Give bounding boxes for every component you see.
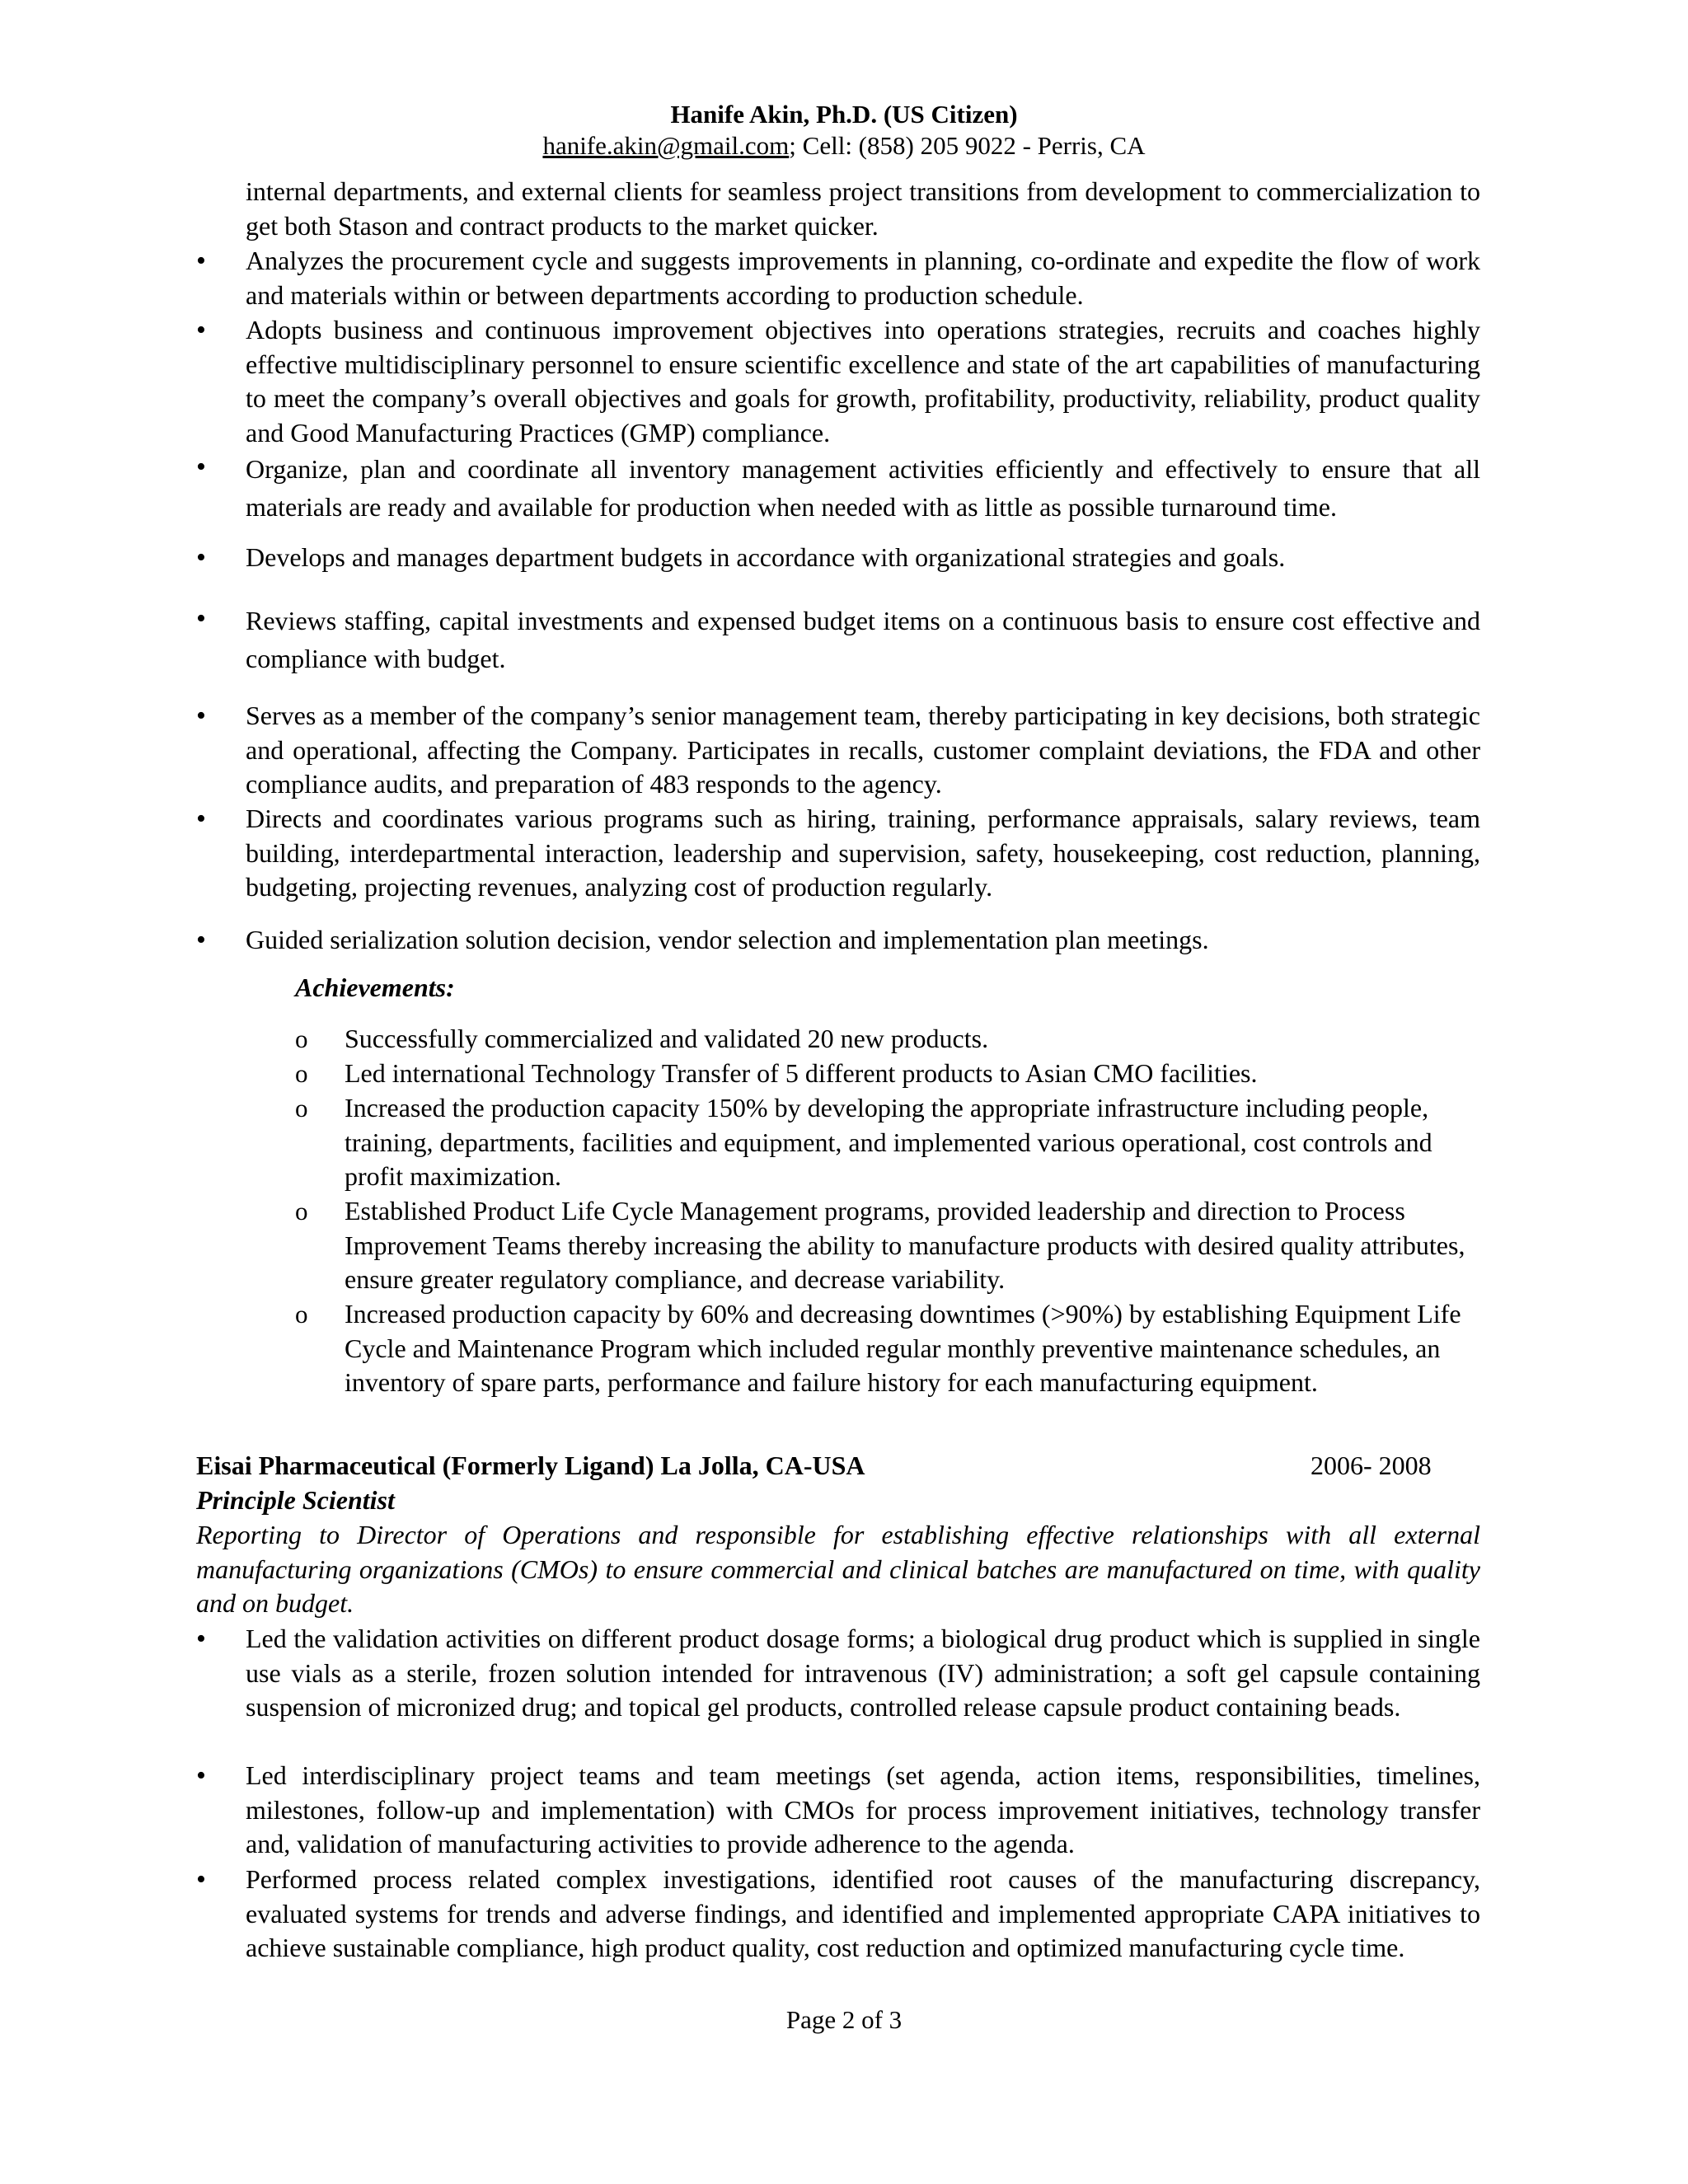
- bullet-marker: •: [196, 925, 206, 955]
- bullet-marker: •: [196, 1864, 206, 1895]
- sub-bullet-marker: o: [295, 1300, 308, 1329]
- resume-name: Hanife Akin, Ph.D. (US Citizen): [670, 100, 1018, 129]
- bullet-marker: •: [196, 1624, 206, 1654]
- achievement-item-capacity-60: Increased production capacity by 60% and decreasing downtimes (>90%) by establishing Equipment Life Cycle and Maintenance Program which included regular monthly preventive maintenance schedules, an inventory of spare parts, performance and failure history for each manufacturing equipment.: [345, 1299, 1461, 1397]
- bullet-item-inventory: Organize, plan and coordinate all inventory management activities efficiently and effectively to ensure that all materials are ready and available for production when needed with as little as possible turnaround time.: [246, 454, 1480, 522]
- bullet-marker: •: [196, 804, 206, 834]
- bullet-marker: •: [196, 452, 206, 482]
- job-years: 2006- 2008: [1311, 1451, 1432, 1480]
- bullet-item-senior-management: Serves as a member of the company’s senior management team, thereby participating in key decisions, both strategic and operational, affecting the Company. Participates in recalls, customer complaint deviations, the FDA and other compliance audits, and preparation of 483 responds to the agency.: [246, 701, 1480, 799]
- bullet-marker: •: [196, 315, 206, 345]
- bullet-marker: •: [196, 603, 206, 634]
- bullet-item-validation: Led the validation activities on different product dosage forms; a biological drug product which is supplied in single use vials as a sterile, frozen solution intended for intravenous (IV) administration; a soft gel capsule containing suspension of micronized drug; and topical gel products, controlled release capsule product containing beads.: [246, 1624, 1480, 1722]
- achievements-heading: Achievements:: [295, 972, 455, 1002]
- job-summary: Reporting to Director of Operations and responsible for establishing effective relationships with all external manufacturing organizations (CMOs) to ensure commercial and clinical batches are manufactured on time, with quality and on budget.: [196, 1520, 1480, 1618]
- bullet-item-project-teams: Led interdisciplinary project teams and team meetings (set agenda, action items, responsibilities, timelines, milestones, follow-up and implementation) with CMOs for process improvement initiatives, technology transfer and, validation of manufacturing activities to provide adherence to the agenda.: [246, 1760, 1480, 1858]
- sub-bullet-marker: o: [295, 1024, 308, 1053]
- bullet-item-budgets: Develops and manages department budgets in accordance with organizational strategies and goals.: [246, 542, 1286, 572]
- company-name: Eisai Pharmaceutical (Formerly Ligand) La Jolla, CA-USA: [196, 1451, 865, 1480]
- email-link[interactable]: hanife.akin@gmail.com: [542, 131, 790, 160]
- bullet-item-procurement: Analyzes the procurement cycle and suggests improvements in planning, co-ordinate and expedite the flow of work and materials within or between departments according to production schedule.: [246, 246, 1480, 310]
- achievement-item-life-cycle: Established Product Life Cycle Management programs, provided leadership and direction to Process Improvement Teams thereby increasing the ability to manufacture products with desired quality attributes, ensure greater regulatory compliance, and decrease variability.: [345, 1196, 1465, 1294]
- bullet-item-improvement-objectives: Adopts business and continuous improvement objectives into operations strategies, recruits and coaches highly effective multidisciplinary personnel to ensure scientific excellence and state of the art capabilities of manufacturing to meet the company’s overall objectives and goals for growth, profitability, productivity, reliability, product quality and Good Manufacturing Practices (GMP) compliance.: [246, 315, 1480, 448]
- contact-details: ; Cell: (858) 205 9022 - Perris, CA: [789, 131, 1146, 160]
- bullet-marker: •: [196, 246, 206, 276]
- page-number: Page 2 of 3: [785, 2005, 903, 2034]
- sub-bullet-marker: o: [295, 1059, 308, 1088]
- sub-bullet-marker: o: [295, 1197, 308, 1226]
- achievement-item-commercialized: Successfully commercialized and validated 20 new products.: [345, 1024, 989, 1053]
- bullet-item-programs: Directs and coordinates various programs such as hiring, training, performance appraisals, salary reviews, team building, interdepartmental interaction, leadership and supervision, safety, housekeeping, cost reduction, planning, budgeting, projecting revenues, analyzing cost of production regularly.: [246, 804, 1480, 902]
- contact-line: [0, 130, 1688, 162]
- bullet-marker: •: [196, 1760, 206, 1791]
- bullet-item-investigations: Performed process related complex investigations, identified root causes of the manufacturing discrepancy, evaluated systems for trends and adverse findings, and identified and implemented appropriate CAPA initiatives to achieve sustainable compliance, high product quality, cost reduction and optimized manufacturing cycle time.: [246, 1864, 1480, 1962]
- bullet-marker: •: [196, 701, 206, 731]
- continuation-paragraph: internal departments, and external clients for seamless project transitions from development to commercialization to get both Stason and contract products to the market quicker.: [246, 176, 1480, 241]
- bullet-item-staffing: Reviews staffing, capital investments and expensed budget items on a continuous basis to ensure cost effective and compliance with budget.: [246, 606, 1480, 673]
- sub-bullet-marker: o: [295, 1094, 308, 1122]
- bullet-marker: •: [196, 542, 206, 573]
- achievement-item-tech-transfer: Led international Technology Transfer of 5 different products to Asian CMO facilities.: [345, 1058, 1258, 1088]
- job-title: Principle Scientist: [196, 1485, 395, 1515]
- bullet-item-serialization: Guided serialization solution decision, vendor selection and implementation plan meetings.: [246, 925, 1209, 954]
- achievement-item-capacity-150: Increased the production capacity 150% by developing the appropriate infrastructure including people, training, departments, facilities and equipment, and implemented various operational, cost controls and profit maximization.: [345, 1093, 1432, 1191]
